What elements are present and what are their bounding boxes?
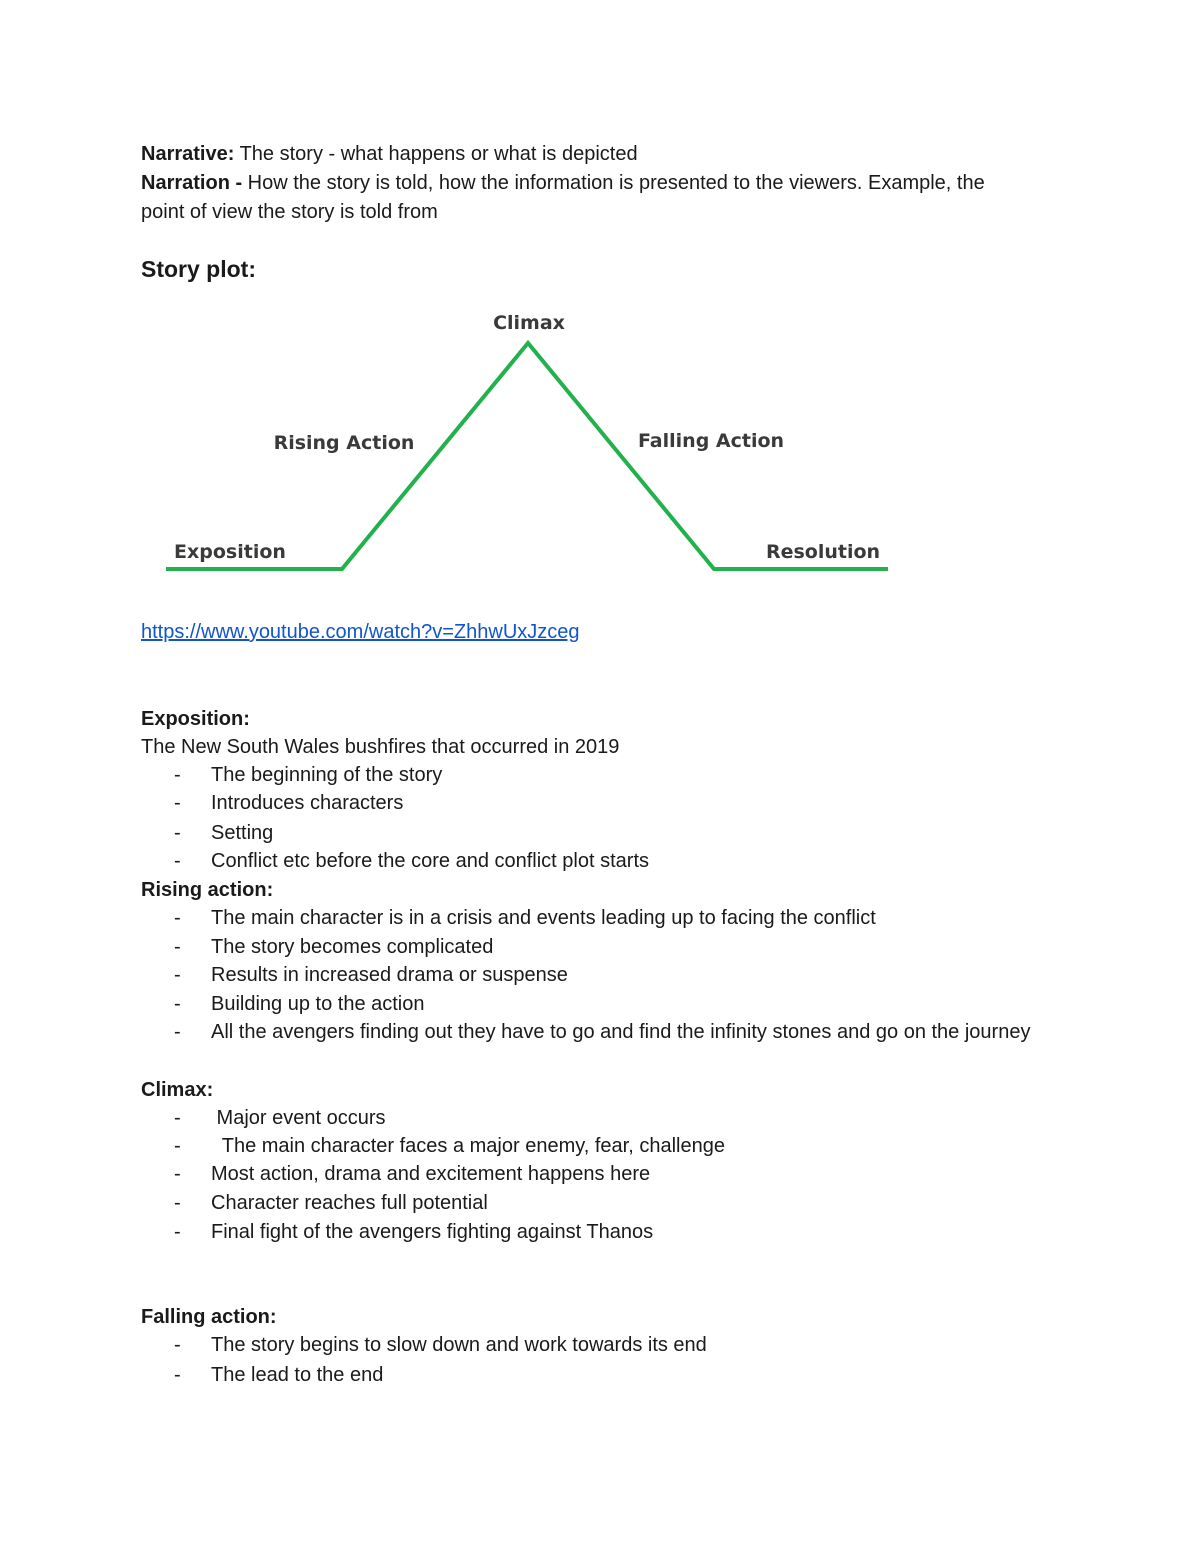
- narrative-text: The story - what happens or what is depicted: [234, 143, 638, 165]
- bullet-dash: -: [174, 907, 181, 929]
- rising-action-heading: Rising action:: [141, 879, 274, 901]
- resolution-label: Resolution: [765, 541, 881, 563]
- narration-text: How the story is told, how the information is presented to the viewers. Example, the: [242, 172, 985, 194]
- list-item: - Final fight of the avengers fighting against Thanos: [174, 1218, 653, 1246]
- narration-label: Narration -: [141, 172, 243, 194]
- plot-line: [166, 343, 888, 569]
- list-item: - Conflict etc before the core and conflict plot starts: [174, 847, 649, 875]
- bullet-dash: -: [174, 936, 181, 958]
- story-plot-heading: Story plot:: [141, 256, 256, 282]
- rising-action-label: Rising Action: [273, 432, 415, 454]
- youtube-link[interactable]: https://www.youtube.com/watch?v=ZhhwUxJzceg: [141, 621, 580, 643]
- bullet-dash: -: [174, 1135, 181, 1157]
- exposition-intro: The New South Wales bushfires that occurred in 2019: [141, 736, 620, 758]
- list-item: - Introduces characters: [174, 789, 403, 817]
- list-item: - The main character is in a crisis and events leading up to facing the conflict: [174, 904, 876, 932]
- bullet-dash: -: [174, 964, 181, 986]
- list-item: - Character reaches full potential: [174, 1189, 488, 1217]
- list-item: - The story begins to slow down and work towards its end: [174, 1331, 707, 1359]
- list-item: - The lead to the end: [174, 1361, 383, 1389]
- list-item: - The main character faces a major enemy, fear, challenge: [174, 1132, 725, 1160]
- bullet-dash: -: [174, 1021, 181, 1043]
- narration-definition-continued: point of view the story is told from: [141, 201, 438, 223]
- list-item: - Results in increased drama or suspense: [174, 961, 568, 989]
- bullet-dash: -: [174, 850, 181, 872]
- falling-action-heading: Falling action:: [141, 1306, 277, 1328]
- falling-action-label: Falling Action: [637, 430, 785, 452]
- bullet-dash: -: [174, 1163, 181, 1185]
- list-item: - Most action, drama and excitement happens here: [174, 1160, 650, 1188]
- list-item: - The story becomes complicated: [174, 933, 493, 961]
- bullet-dash: -: [174, 822, 181, 844]
- bullet-dash: -: [174, 1192, 181, 1214]
- bullet-dash: -: [174, 792, 181, 814]
- bullet-dash: -: [174, 1334, 181, 1356]
- list-item: - Setting: [174, 819, 273, 847]
- list-item: - All the avengers finding out they have to go and find the infinity stones and go on the journey: [174, 1018, 1054, 1046]
- bullet-dash: -: [174, 1107, 181, 1129]
- list-item: - Major event occurs: [174, 1104, 386, 1132]
- narrative-label: Narrative:: [141, 143, 235, 165]
- bullet-dash: -: [174, 1364, 181, 1386]
- bullet-dash: -: [174, 1221, 181, 1243]
- exposition-heading: Exposition:: [141, 708, 250, 730]
- climax-heading: Climax:: [141, 1079, 214, 1101]
- climax-label: Climax: [493, 312, 565, 334]
- plot-diagram: [0, 0, 1200, 600]
- bullet-dash: -: [174, 993, 181, 1015]
- exposition-label: Exposition: [174, 541, 286, 563]
- bullet-dash: -: [174, 764, 181, 786]
- list-item: - The beginning of the story: [174, 761, 442, 789]
- list-item: - Building up to the action: [174, 990, 425, 1018]
